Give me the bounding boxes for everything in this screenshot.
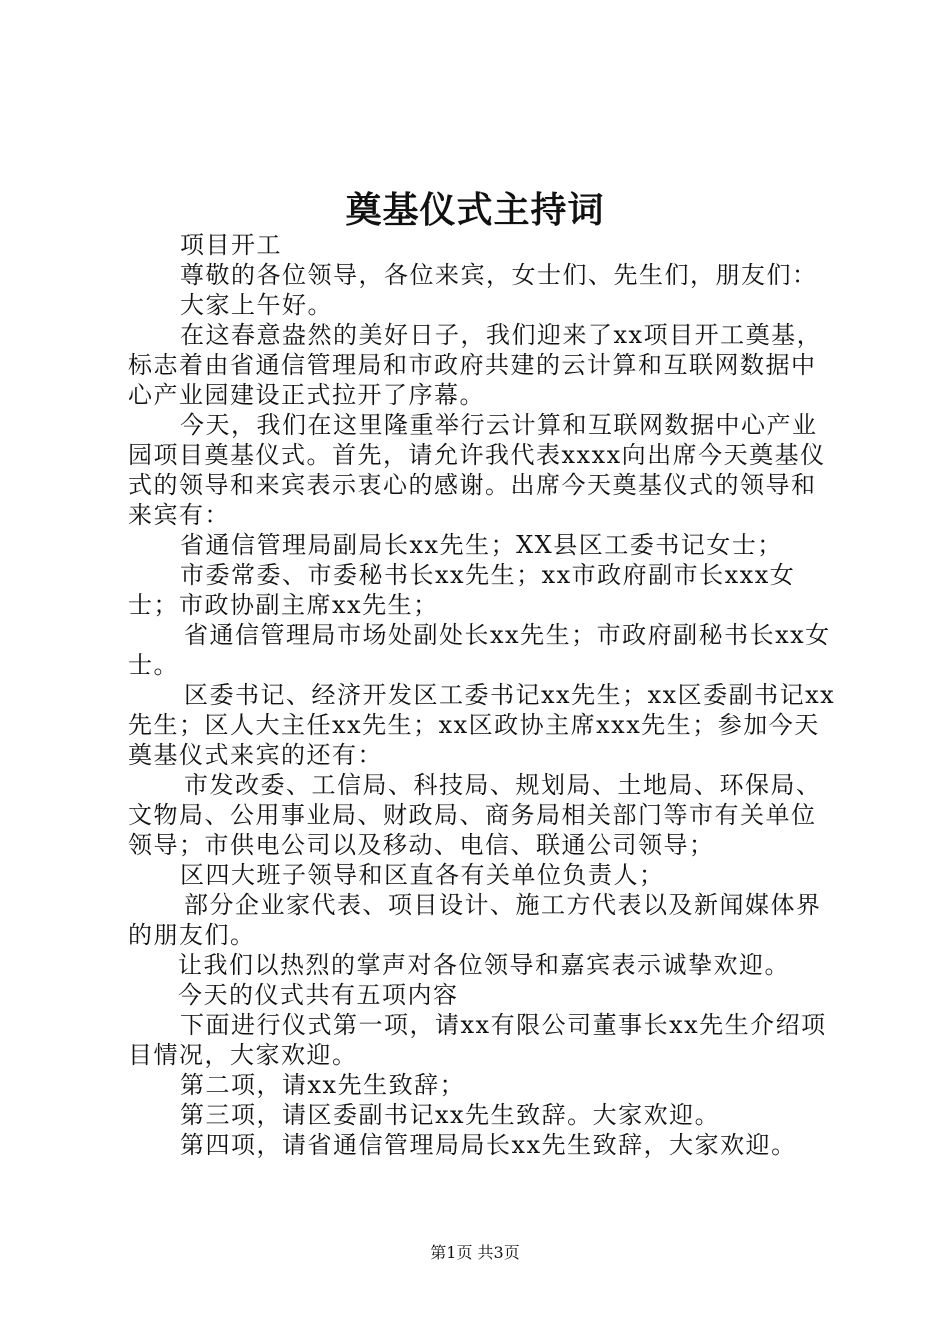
paragraph: 项目开工: [180, 231, 282, 259]
paragraph: 下面进行仪式第一项，请xx有限公司董事长xx先生介绍项目情况，大家欢迎。: [128, 1011, 827, 1069]
paragraph: 今天的仪式共有五项内容: [178, 981, 459, 1009]
paragraph: 区四大班子领导和区直各有关单位负责人；: [180, 861, 665, 889]
paragraph: 今天，我们在这里隆重举行云计算和互联网数据中心产业园项目奠基仪式。首先，请允许我代表xxxx向出席今天奠基仪式的领导和来宾表示衷心的感谢。出席今天奠基仪式的领导和来宾有：: [128, 411, 826, 529]
paragraph: 市发改委、工信局、科技局、规划局、土地局、环保局、文物局、公用事业局、财政局、商务局相关部门等市有关单位领导；市供电公司以及移动、电信、联通公司领导；: [128, 771, 822, 859]
paragraph: 区委书记、经济开发区工委书记xx先生；xx区委副书记xx先生；区人大主任xx先生；xx区政协主席xxx先生；参加今天奠基仪式来宾的还有：: [128, 681, 836, 769]
paragraph: 省通信管理局副局长xx先生；XX县区工委书记女士；: [180, 531, 783, 559]
paragraph: 部分企业家代表、项目设计、施工方代表以及新闻媒体界的朋友们。: [128, 891, 822, 949]
paragraph: 市委常委、市委秘书长xx先生；xx市政府副市长xxx女士；市政协副主席xx先生；: [128, 561, 796, 619]
paragraph: 第二项，请xx先生致辞；: [180, 1071, 466, 1099]
paragraph: 第四项，请省通信管理局局长xx先生致辞，大家欢迎。: [180, 1131, 797, 1159]
paragraph: 在这春意盎然的美好日子，我们迎来了xx项目开工奠基，标志着由省通信管理局和市政府共建的云计算和互联网数据中心产业园建设正式拉开了序幕。: [128, 321, 823, 409]
paragraph: 让我们以热烈的掌声对各位领导和嘉宾表示诚挚欢迎。: [178, 951, 790, 979]
document-title: 奠基仪式主持词: [345, 189, 605, 231]
paragraph: 省通信管理局市场处副处长xx先生；市政府副秘书长xx女士。: [128, 621, 831, 679]
paragraph: 尊敬的各位领导，各位来宾，女士们、先生们，朋友们：: [180, 261, 818, 289]
paragraph: 大家上午好。: [180, 291, 333, 319]
page-footer: 第1页 共3页: [430, 1243, 520, 1262]
document-body: [128, 230, 840, 1160]
paragraph: 第三项，请区委副书记xx先生致辞。大家欢迎。: [180, 1101, 721, 1129]
